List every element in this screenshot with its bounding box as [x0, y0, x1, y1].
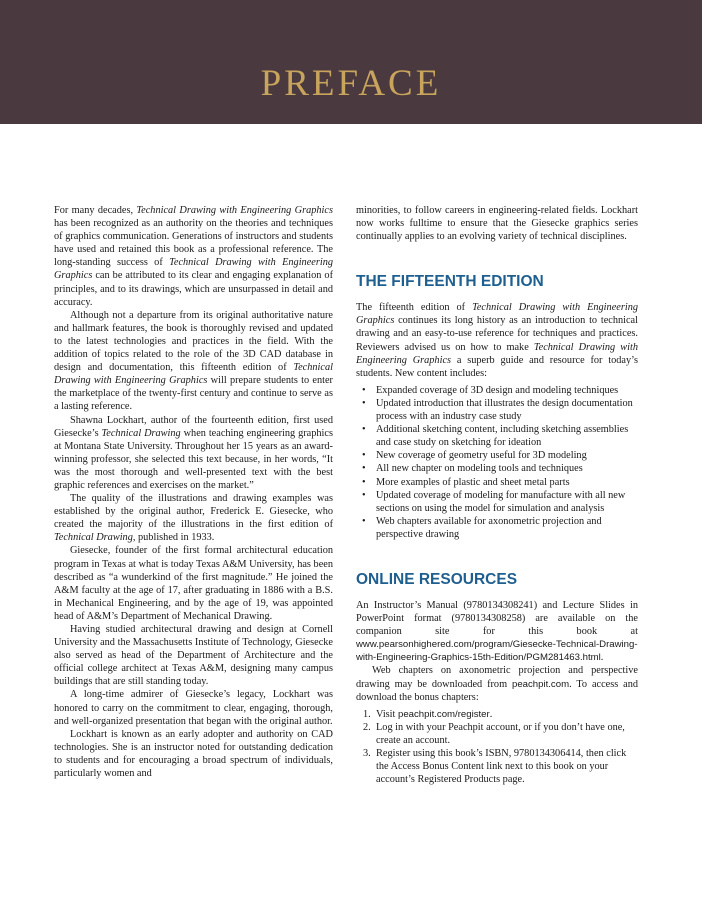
text-run: can be attributed to its clear and engaging explanation of principles, and to its drawings, which are unsurpassed in detail and accuracy.: [54, 270, 333, 308]
italic-title: Technical Drawing with Engineering Graphics: [54, 362, 333, 387]
paragraph: [356, 664, 638, 703]
list-item: [356, 462, 638, 475]
text-run: Log in with your Peachpit account, or if you don’t have one, create an account.: [376, 721, 625, 746]
text-run: Lockhart is known as an early adopter and authority on CAD technologies. She is an instructor noted for outstanding dedication to students and for encouraging a broad spectrum of individuals, particularly women and: [54, 728, 333, 780]
download-steps-list: [356, 708, 638, 787]
list-item: [356, 423, 638, 449]
right-column: [356, 204, 638, 786]
bullet-icon: •: [362, 463, 366, 475]
text-run: Web chapters on axonometric projection and perspective drawing may be downloaded from: [356, 665, 638, 690]
italic-title: Technical Drawing: [101, 427, 181, 439]
list-item: [356, 708, 638, 721]
bullet-icon: •: [362, 397, 366, 409]
list-item-text: More examples of plastic and sheet metal parts: [376, 476, 570, 488]
text-run: An Instructor’s Manual (9780134308241) and Lecture Slides in PowerPoint format (9780134308258) are available on the companion site for this book at: [356, 599, 638, 638]
web-address: peachpit.com: [512, 678, 570, 690]
bullet-icon: •: [362, 515, 366, 527]
text-run: Having studied architectural drawing and design at Cornell University and the Massachusetts Institute of Technology, Giesecke also served as head of the Department of Architecture and the official college architect at Texas A&M, designing many campus buildings that are still standing today.: [54, 624, 333, 688]
web-address: www.pearsonhighered.com/program/Giesecke-Technical-Drawing-with-Engineering-Graphics-15th-Edition/PGM281463.html: [356, 639, 638, 664]
text-run: . To access and download the bonus chapters:: [356, 678, 639, 703]
italic-title: Technical Drawing with Engineering Graphics: [356, 302, 639, 327]
text-run: A long-time admirer of Giesecke’s legacy, Lockhart was honored to carry on the commitment to clear, engaging, thorough, and well-organized presentation that began with the original author.: [54, 689, 333, 727]
bullet-icon: •: [362, 489, 366, 501]
list-item-text: All new chapter on modeling tools and techniques: [376, 463, 583, 475]
paragraph: [356, 204, 638, 243]
header-banner: [0, 0, 702, 124]
section-heading-online-resources: ONLINE RESOURCES: [356, 570, 518, 588]
text-run: .: [600, 652, 604, 664]
paragraph: [54, 309, 333, 414]
paragraph: [54, 204, 333, 309]
left-column: [54, 204, 333, 780]
text-run: Register using this book’s ISBN, 9780134306414, then click the Access Bonus Content link next to this book on your account’s Registered Products page.: [376, 748, 627, 786]
text-run: minorities, to follow careers in engineering-related fields. Lockhart now works fulltime to ensure that the Giesecke graphics series continually applies to an evolving variety of technical disciplines.: [356, 205, 638, 243]
step-number: 2.: [363, 721, 371, 733]
paragraph: [54, 414, 333, 493]
text-run: Visit: [376, 708, 398, 720]
bullet-icon: •: [362, 450, 366, 462]
paragraph: [54, 728, 333, 780]
paragraph: [54, 623, 333, 688]
paragraph: [54, 544, 333, 623]
step-number: 3.: [363, 748, 371, 759]
italic-title: Technical Drawing with Engineering Graphics: [136, 205, 333, 216]
step-number: 1.: [363, 708, 371, 720]
list-item-text: Expanded coverage of 3D design and modeling techniques: [376, 384, 619, 396]
list-item: [356, 476, 638, 489]
section-heading-fifteenth-edition: THE FIFTEENTH EDITION: [356, 273, 544, 291]
list-item-text: New coverage of geometry useful for 3D modeling: [376, 450, 587, 462]
text-run: The fifteenth edition of: [356, 302, 473, 314]
text-run: The quality of the illustrations and drawing examples was established by the original author, Frederick E. Giesecke, who created the majority of the illustrations in the first edition of: [54, 493, 333, 531]
list-item-text: Web chapters available for axonometric projection and perspective drawing: [376, 515, 602, 540]
text-run: Giesecke, founder of the first formal architectural education program in Texas at what is today Texas A&M University, has been described as “a wunderkind of the first magnitude.” He joined the A&M faculty at the age of 17, after graduating in 1886 with a B.S. in Mechanical Engineering, and by the age of 19, was appointed head of A&M’s Department of Mechanical Drawing.: [54, 545, 333, 622]
list-item: [356, 489, 638, 515]
list-item-text: Updated introduction that illustrates the design documentation process with an industry case study: [376, 397, 633, 423]
text-run: has been recognized as an authority on the theories and techniques of graphics communication. Generations of instructors and students have used and retained this book as a professional reference. The long-standing success of: [54, 218, 333, 269]
list-item: [356, 515, 638, 541]
web-address: peachpit.com/register: [397, 708, 490, 720]
list-item: [356, 449, 638, 462]
text-run: .: [489, 708, 493, 720]
bullet-icon: •: [362, 476, 366, 488]
new-content-list: [356, 384, 638, 541]
list-item: [356, 747, 638, 786]
text-run: Shawna Lockhart, author of the fourteenth edition, first used Giesecke’s: [54, 414, 333, 439]
text-run: Although not a departure from its original authoritative nature and hallmark features, the book is thoroughly revised and updated to the latest technologies and practices in the field. With the addition of topics related to the role of the 3D CAD database in design and documentation, this fifteenth edition of: [54, 309, 333, 374]
paragraph: [54, 492, 333, 544]
text-run: will prepare students to enter the marketplace of the twenty-first century and continue to serve as a lasting reference.: [54, 375, 333, 413]
paragraph: [54, 688, 333, 727]
text-run: , published in 1933.: [132, 532, 215, 544]
text-run: when teaching engineering graphics at Montana State University. Throughout her 15 years as an award-winning professor, she selected this text because, in her words, “It was the most thorough and well-presented text with the best graphic references and exercises on the market.”: [54, 427, 333, 491]
list-item-text: Additional sketching content, including sketching assemblies and case study on sketching for ideation: [376, 424, 629, 449]
text-run: continues its long history as an introduction to technical drawing and an easy-to-use reference for techniques and practices. Reviewers advised us on how to make: [356, 315, 638, 353]
bullet-icon: •: [362, 424, 366, 436]
page-title: PREFACE: [260, 63, 442, 104]
paragraph: [356, 599, 638, 664]
list-item: [356, 397, 638, 423]
bullet-icon: •: [362, 384, 366, 396]
list-item-text: Updated coverage of modeling for manufacture with all new sections on using the model for simulation and analysis: [376, 489, 626, 514]
text-run: a superb guide and resource for today’s students. New content includes:: [356, 354, 638, 379]
list-item: [356, 384, 638, 397]
text-run: For many decades,: [54, 205, 137, 216]
list-item: [356, 721, 638, 747]
paragraph: [356, 301, 638, 380]
italic-title: Technical Drawing: [54, 532, 133, 544]
italic-title: Technical Drawing with Engineering Graphics: [356, 341, 638, 366]
italic-title: Technical Drawing with Engineering Graphics: [54, 257, 334, 282]
